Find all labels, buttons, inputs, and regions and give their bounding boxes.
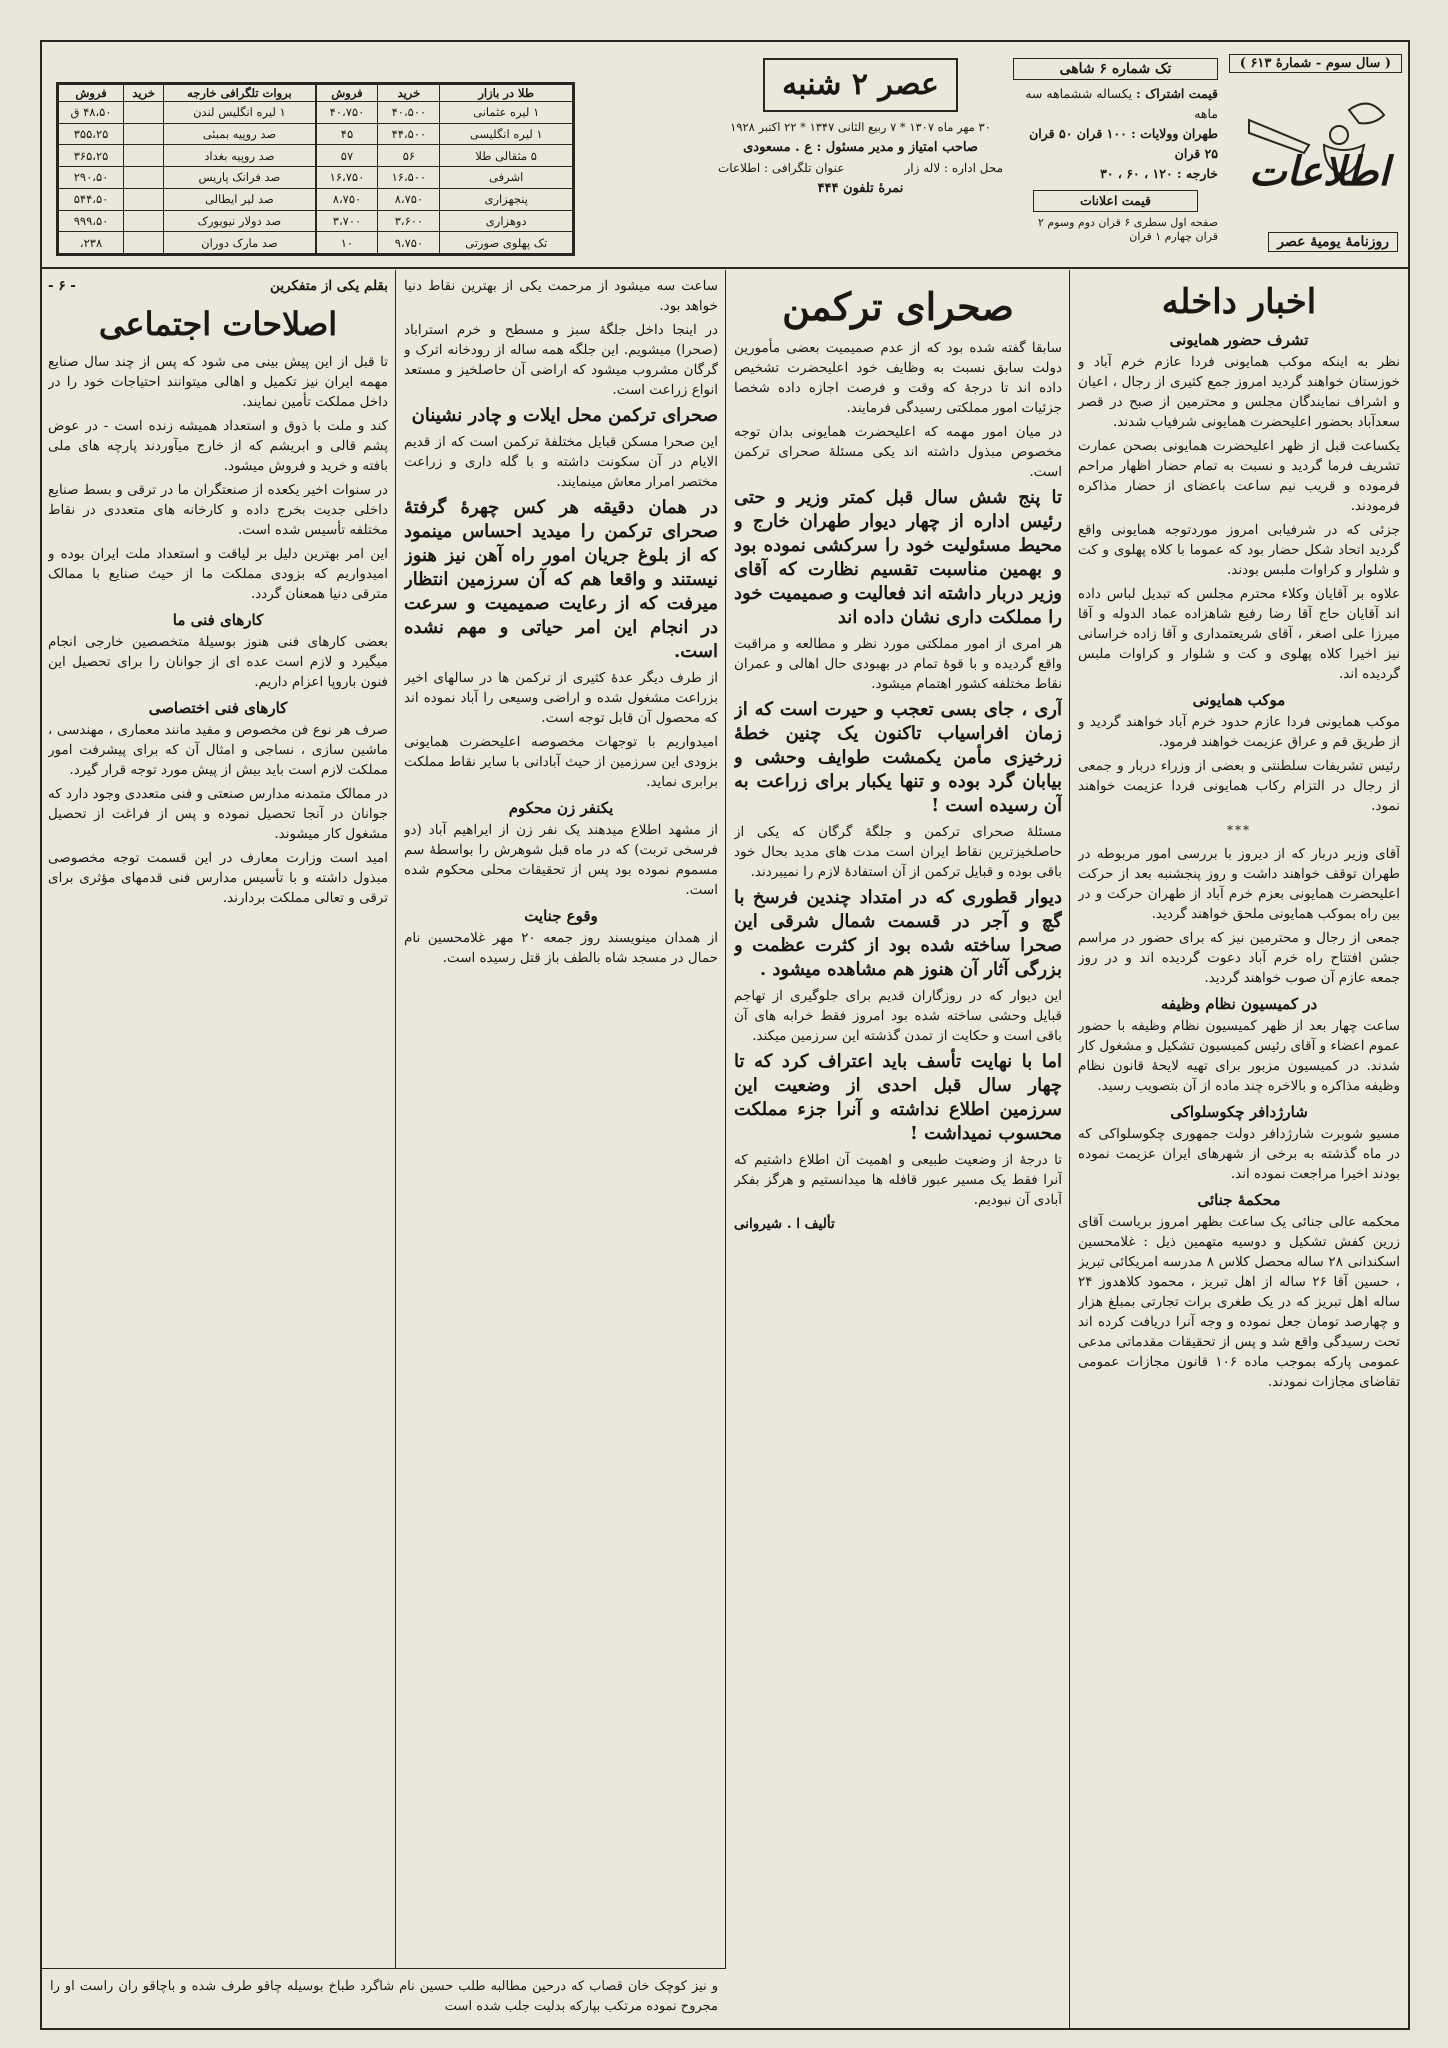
market-row [316,167,573,189]
abroad-price: خارجه : ۱۲۰ ، ۶۰ ، ۳۰ [1100,166,1218,181]
market-cell: ۱ لیره انگلیس لندن [164,102,315,124]
subheading: در کمیسیون نظام وظیفه [1160,995,1318,1013]
market-cell [124,145,164,167]
subscription-label: قیمت اشتراک : یکساله ششماهه سه ماهه [1025,86,1218,121]
market-cell: صد لیر ایطالی [164,188,315,210]
subheading: کارهای فنی اختصاصی [148,699,288,717]
subheading: کارهای فنی ما [172,611,264,629]
paragraph: تا درجهٔ از وضعیت طبیعی و اهمیت آن اطلاع داشتیم که آنرا فقط یک مسیر عبور قافله ها میدانستیم و هرگز بفکر آبادی آن نبودیم. [734,1152,1062,1208]
market-cell: ۳،۷۰۰ [316,210,378,232]
market-cell: صد دولار نیویورک [164,210,315,232]
market-cell: ۲۳۸، [59,232,124,254]
market-cell: ۳،۶۰۰ [378,210,440,232]
subheading: محکمهٔ جنائی [1197,1191,1281,1209]
office: محل اداره : لاله زار [904,161,1003,175]
column-rule [1069,270,1070,2028]
gold-header: خرید [378,85,440,102]
market-cell: ۹،۷۵۰ [378,232,440,254]
market-cell: صد مارک دوران [164,232,315,254]
bold-paragraph: دیوار قطوری که در امتداد چندین فرسخ با گچ و آجر در قسمت شمال شرقی این صحرا ساخته شده بود از کثرت عظمت و بزرگی آثار آن هنوز هم مشاهده میشود . [734,887,1062,980]
paragraph: در سنوات اخیر یکعده از صنعتگران ما در ترقی و بسط صنایع داخلی جدیت بخرج داده و کارخانه های متعددی در نقاط مختلفه تأسیس شده است. [48,482,388,538]
gold-table [316,84,574,254]
paragraph: علاوه بر آقایان وکلاء محترم مجلس که تبدیل لباس داده اند آقایان حاج آقا رضا رفیع شاهزاده عماد الدوله و آقا میرزا علی اصغر ، آقای شریعتمداری و آقا زاده خراسانی نیز اخیرا کلاه پهلوی و کت و شلوار و کراوات ملبس گردیده اند. [1078,586,1400,682]
paragraph: این دیوار که در روزگاران قدیم برای جلوگیری از تهاجم قبایل وحشی ساخته شده بود امروز فقط خرابه های آن باقی است و حکایت از تمدن گذشته این سرزمین میکند. [734,988,1062,1044]
logo-text: اطلاعات [1249,148,1390,195]
paragraph: امیدواریم با توجهات مخصوصه اعلیحضرت همایونی بزودی این سرزمین از حیث آبادانی با سایر نقاط مملکت برابری نماید. [404,734,718,790]
paragraph: یکساعت قبل از ظهر اعلیحضرت همایونی بصحن عمارت تشریف فرما گردید و نسبت به تمام حضار اظهار مراحم فرموده و قریب نیم ساعت باعضای از حضار مذاکره فرمودند. [1078,438,1400,514]
market-row [59,123,316,145]
paragraph: در ممالک متمدنه مدارس صنعتی و فنی متعددی وجود دارد که جوانان در آنجا تحصیل نموده و پس از فراغت از تحصیل مشغول کار میشوند. [48,786,388,842]
paragraph: صرف هر نوع فن مخصوص و مفید مانند معماری ، مهندسی ، ماشین سازی ، نساجی و امثال آن که برای پیشرفت امور مملکت لازم است باید بیش از پیش مورد توجه قرار گیرد. [48,722,388,778]
column-rule [395,270,396,2028]
subheading: وقوع جنایت [524,907,598,925]
tehran-price: طهران وولایات : ۱۰۰ قران ۵۰ قران ۲۵ قران [1029,126,1218,161]
market-row [59,210,316,232]
tagline: روزنامهٔ یومیهٔ عصر [1268,232,1398,252]
bold-paragraph: آری ، جای بسی تعجب و حیرت است که از زمان افراسیاب تاکنون یک چنین خطهٔ زرخیزی مأمن یکمشت طوایف وحشی و بیابان گرد بوده و تنها یکبار برای زراعت به آن رسیده است ! [734,699,1062,816]
paragraph: این صحرا مسکن قبایل مختلفهٔ ترکمن است که از قدیم الایام در آن سکونت داشته و با گله داری و زراعت مختصر امرار معاش مینمایند. [404,434,718,490]
paragraph: رئیس تشریفات سلطنتی و بعضی از وزراء دربار و جمعی از رجال در التزام رکاب همایونی فردا عزیمت خواهند نمود. [1078,758,1400,814]
market-row [59,167,316,189]
market-cell: ۱۰ [316,232,378,254]
market-cell: ۳۵۵،۲۵ [59,123,124,145]
market-row [316,102,573,124]
fx-header: بروات تلگرافی خارجه [164,85,315,102]
market-cell: ۵۴۴،۵۰ [59,188,124,210]
market-row [59,232,316,254]
market-cell: ۱۶،۵۰۰ [378,167,440,189]
market-cell: ۱ لیره انگلیسی [440,123,573,145]
market-cell: دوهزاری [440,210,573,232]
market-cell: صد روپیه بمبئی [164,123,315,145]
newspaper-logo [1229,90,1394,210]
owner: صاحب امتیاز و مدیر مسئول : ع . مسعودی [743,140,978,155]
paragraph: در اینجا داخل جلگهٔ سبز و مسطح و خرم استراباد (صحرا) میشویم. این جلگه همه ساله از رودخانه اترک و گرگان مشروب میشود که اراضی آن حاصلخیز و مستعد انواع زراعت است. [404,322,718,398]
paragraph: از مشهد اطلاع میدهند یک نفر زن از ایراهیم آباد (دو فرسخی تربت) که در ماه قبل شوهرش را بواسطهٔ سم مسموم نموده بود پس از تحقیقات محلی محکوم شده است. [404,822,718,898]
market-cell: ۸،۷۵۰ [378,188,440,210]
single-price: تک شماره ۶ شاهی [1013,58,1218,80]
paragraph: تا قبل از این پیش بینی می شود که پس از چند سال صنایع مهمه ایران نیز تکمیل و اهالی میتوانند احتیاجات خود را در داخل مملکت تأمین نمایند. [48,354,388,410]
paragraph: در میان امور مهمه که اعلیحضرت همایونی بدان توجه مخصوص مبذول داشته اند یکی مسئلهٔ صحرای ترکمن است. [734,424,1062,480]
subheading: شارژدافر چکوسلواکی [1170,1103,1308,1121]
masthead [42,42,1408,269]
market-cell [124,167,164,189]
paragraph: از همدان مینویسند روز جمعه ۲۰ مهر غلامحسین نام حمال در مسجد شاه بالطف باز قتل رسیده است. [404,930,718,966]
market-cell: ۸،۷۵۰ [316,188,378,210]
paragraph: ساعت چهار بعد از ظهر کمیسیون نظام وظیفه با حضور عموم اعضاء و آقای رئیس کمیسیون تشکیل و مشغول کار شدند. در کمیسیون مزبور برای تهیه لایحهٔ قانون نظام وظیفه مذاکره و بالاخره چند ماده از آن بتصویب رسید. [1078,1018,1400,1094]
column-continuation [404,276,718,2022]
columns [42,270,1408,2028]
newspaper-page [40,40,1410,2030]
paragraph: آقای وزیر دربار که از دیروز با بررسی امور مربوطه در طهران توقف خواهند داشت و روز پنجشنبه بعد از حرکت اعلیحضرت همایونی بعزم خرم آباد از طهران حرکت و در بین راه بموکب همایونی ملحق خواهند گردید. [1078,846,1400,922]
market-row [59,145,316,167]
telegraph: عنوان تلگرافی : اطلاعات [718,161,845,175]
paragraph: جزئی که در شرفیابی امروز موردتوجه همایونی واقع گردید اتحاد شکل حضار بود که عموما با کلاه پهلوی و کت و شلوار و کراوات ملبس بودند. [1078,522,1400,578]
market-cell: ۲۹۰،۵۰ [59,167,124,189]
byline: بقلم یکی از متفکرین [270,278,388,294]
article-title: صحرای ترکمن [782,284,1014,329]
paragraph: مسئلهٔ صحرای ترکمن و جلگهٔ گرگان که یکی از حاصلخیزترین نقاط ایران است مدت های مدید بحال خود باقی بوده و قبایل ترکمن از آن استفادهٔ لازم را نمیبردند. [734,824,1062,880]
subheading: یکنفر زن محکوم [508,799,614,817]
market-box [56,82,575,256]
edition-title: عصر ۲ شنبه [763,58,958,112]
paragraph: این امر بهترین دلیل بر لیاقت و استعداد ملت ایران بوده و امیدواریم که بزودی مملکت ما از حیث صنایع با ممالک مترقی دنیا همعنان گردد. [48,546,388,602]
paragraph: مسیو شوبرت شارژدافر دولت جمهوری چکوسلواکی که در ماه گذشته به برخی از شهرهای ایران عزیمت نموده بودند اخیرا مراجعت نموده اند. [1078,1126,1400,1182]
paragraph: محکمه عالی جنائی یک ساعت بظهر امروز بریاست آقای زرین کفش تشکیل و دوسیه متهمین ذیل : غلامحسین اسکندانی ۲۸ ساله محصل کلاس ۸ مدرسه امریکائی تبریز ، حسین آقا ۲۶ ساله از اهل تبریز ، محمود کلاهدوز ۲۴ ساله اهل تبریز که در یک طغری برات تجارتی بمبلغ هزار و چهارصد تومان جعل نموده و وجه آنرا دریافت کرده اند تحت رسیدگی واقع شد و پس از تحقیقات مقدماتی مدعی عمومی پارکه بموجب ماده ۱۰۶ قانون مجازات عمومی تقاضای مجازات نمودند. [1078,1214,1400,1390]
market-cell [124,123,164,145]
year-issue: ( سال سوم - شمارهٔ ۶۱۳ ) [1229,54,1402,73]
bold-paragraph: در همان دقیقه هر کس چهرهٔ گرفتهٔ صحرای ترکمن را میدید احساس مینمود که از بلوغ جریان امور راه آهن نیز هنوز نیستند و واقعا هم که آن سرزمین انتظار میرفت که از رعایت صمیمیت و سرعت در انجام این امر حیاتی و مهم نشده است. [404,497,718,662]
market-cell: اشرفی [440,167,573,189]
market-row [316,232,573,254]
market-row [316,145,573,167]
fx-table [58,84,316,254]
ads-detail: صفحه اول سطری ۶ قران دوم وسوم ۲ قران چهارم ۱ قران [1037,216,1218,243]
market-cell: پنجهزاری [440,188,573,210]
market-cell: ۹۹۹،۵۰ [59,210,124,232]
market-cell [124,210,164,232]
ads-label: قیمت اعلانات [1033,190,1198,212]
paragraph: نظر به اینکه موکب همایونی فردا عازم خرم آباد و خوزستان خواهند گردید امروز جمع کثیری از رجال ، اعیان و اشراف نمایندگان مجلس و محترمین از صبح در قصر سعدآباد بحضور اعلیحضرت همایونی شرفیاب شدند. [1078,354,1400,430]
market-cell: ۴۴،۵۰۰ [378,123,440,145]
paragraph: از طرف دیگر عدهٔ کثیری از ترکمن ها در سالهای اخیر بزراعت مشغول شده و اراضی وسیعی را آباد نموده اند که محصول آن قابل توجه است. [404,670,718,726]
column-social-reforms [48,276,388,2022]
paragraph: هر امری از امور مملکتی مورد نظر و مطالعه و مراقبت واقع گردیده و با قوهٔ تمام در بهبودی حال اهالی و عمران نقاط مختلفه کشور اهتمام میشود. [734,636,1062,692]
market-row [59,102,316,124]
phone: نمرهٔ تلفون ۴۴۴ [817,181,904,196]
market-cell: تک پهلوی صورتی [440,232,573,254]
market-row [59,188,316,210]
column-rule [725,270,726,2028]
subheading: موکب همایونی [1192,691,1286,709]
paragraph: کند و ملت با ذوق و استعداد همیشه زنده است - در عوض پشم قالی و ابریشم که از خارج میآوردند پارچه های ملی بافته و خرید و فروش میشود. [48,418,388,474]
market-row [316,188,573,210]
issue-date: ۳۰ مهر ماه ۱۳۰۷ * ۷ ربیع الثانی ۱۳۴۷ * ۲۲ اکتبر ۱۹۲۸ [730,120,991,134]
market-cell: صد فرانک پاریس [164,167,315,189]
paragraph: ساعت سه میشود از مرحمت یکی از بهترین نقاط دنیا خواهد بود. [404,278,718,314]
bold-paragraph: تا پنج شش سال قبل کمتر وزیر و حتی رئیس اداره از چهار دیوار طهران خارج و محیط مسئولیت خود را سرکشی نموده بود و بهمین مناسبت تقسیم نظارت که آقای وزیر دربار داشته اند فعالیت و صمیمیت خود را مملکت داری نشان داده اند [734,487,1062,628]
paragraph: بعضی کارهای فنی هنوز بوسیلهٔ متخصصین خارجی انجام میگیرد و لازم است عده ای از جوانان را برای تحصیل این فنون باروپا اعزام داریم. [48,634,388,690]
paragraph: سابقا گفته شده بود که از عدم صمیمیت بعضی مأمورین دولت سابق نسبت به وظایف خود اعلیحضرت تشخیص داده اند تا درجهٔ که وقت و فرصت اجازه داده شخصا جزئیات امور مملکتی رسیدگی فرمایند. [734,340,1062,416]
market-row [316,123,573,145]
divider: *** [1227,823,1251,837]
gold-header: فروش [316,85,378,102]
market-cell: ۴۸،۵۰ ق [59,102,124,124]
paragraph: جمعی از رجال و محترمین نیز که برای حضور در مراسم جشن افتتاح راه خرم آباد دعوت گردیده اند و در روز جمعه عازم آن صوب خواهند گردید. [1078,930,1400,986]
fx-header: فروش [59,85,124,102]
market-cell: ۵۶ [378,145,440,167]
footer-strip [42,1968,726,2028]
gold-header: طلا در بازار [440,85,573,102]
footer-text: و نیز کوچک خان قصاب که درحین مطالبه طلب حسین نام شاگرد طباخ بوسیله چاقو طرف شده و باچاقو ران راست او را مجروح نموده مرتکب بپارکه بدلیت جلب شده است [50,1979,718,2014]
market-cell: ۳۶۵،۲۵ [59,145,124,167]
market-cell: ۱ لیره عثمانی [440,102,573,124]
market-row [316,210,573,232]
bold-paragraph: اما با نهایت تأسف باید اعتراف کرد که تا چهار سال قبل احدی از وضعیت این سرزمین اطلاع نداشته و آنرا جزء مملکت محسوب نمیداشت ! [734,1051,1062,1144]
market-cell: ۵ مثقالی طلا [440,145,573,167]
edition-block [718,58,1003,248]
bold-paragraph: صحرای ترکمن محل ایلات و چادر نشینان [411,405,718,426]
market-cell [124,188,164,210]
article-title: اصلاحات اجتماعی [98,305,338,343]
paragraph: امید است وزارت معارف در این قسمت توجه مخصوصی مبذول داشته و با تأسیس مدارس فنی قدمهای مؤثری برای ترقی و تعالی مملکت بردارند. [48,850,388,906]
section-title: اخبار داخله [1161,282,1317,322]
market-cell: ۱۶،۷۵۰ [316,167,378,189]
column-domestic-news [1078,276,1400,2022]
market-cell [124,102,164,124]
market-cell: ۴۵ [316,123,378,145]
fx-header: خرید [124,85,164,102]
market-cell: صد روپیه بغداد [164,145,315,167]
paragraph: موکب همایونی فردا عازم حدود خرم آباد خواهند گردید و از طریق قم و عراق عزیمت خواهند فرمود. [1078,714,1400,750]
market-cell: ۵۷ [316,145,378,167]
subheading: تشرف حضور همایونی [1169,331,1309,349]
author: تألیف ا . شیروانی [734,1216,835,1232]
byline-row [48,276,388,296]
office-row [718,161,1003,175]
market-cell: ۴۰،۵۰۰ [378,102,440,124]
subscription-box [1013,58,1218,243]
market-cell: ۴۰،۷۵۰ [316,102,378,124]
market-cell [124,232,164,254]
page-number: - ۶ - [48,278,76,294]
column-turkmen-desert [734,276,1062,2022]
